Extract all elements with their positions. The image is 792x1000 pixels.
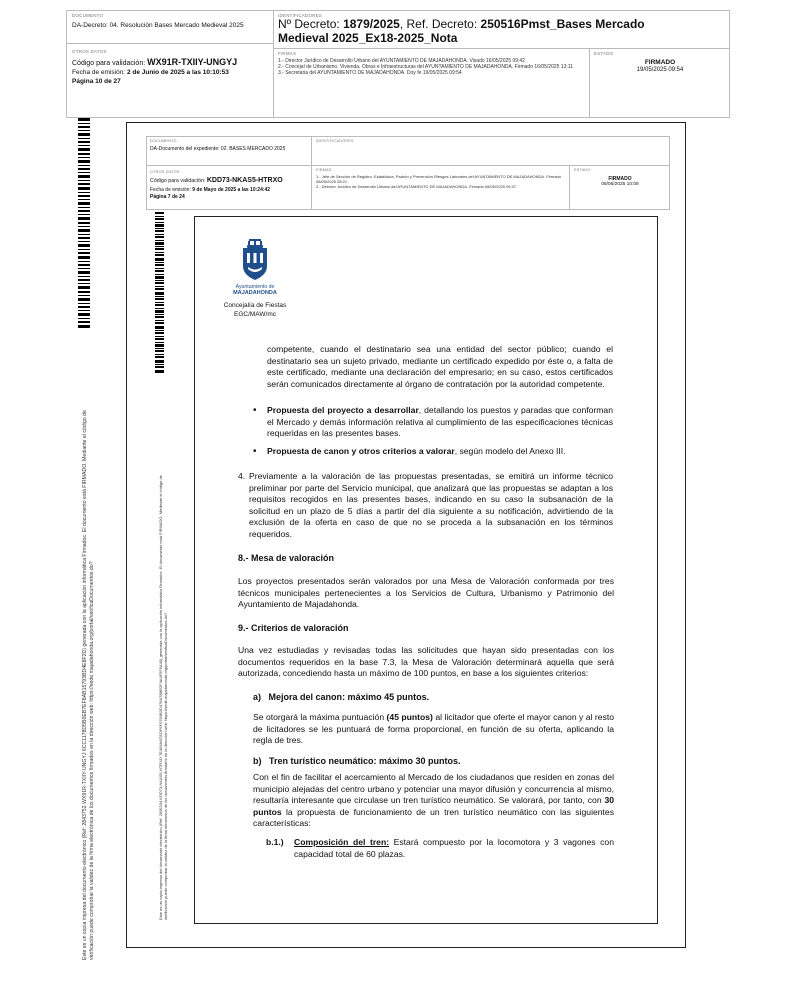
bullet1-bold: Propuesta del proyecto a desarrollar xyxy=(267,405,419,415)
ref-prefix: , Ref. Decreto: xyxy=(399,17,478,31)
outer-documento-cell xyxy=(66,10,274,44)
criterion-a-title: Mejora del canon xyxy=(268,692,343,702)
inner-otros-cell xyxy=(146,166,312,210)
item-4-number: 4. xyxy=(238,471,246,481)
decreto-number: 1879/2025 xyxy=(343,17,400,31)
intro-paragraph: competente, cuando el destinatario sea una entidad del sector público; cuando el destinatario sea un sujeto privado, mediante un certificado expedido por éste o, a falta de este certificado, mediante una declaración del empresario; en su caso, estos certificados serán comunicados directamente al órgano de contratación por la autoridad competente. xyxy=(267,344,613,389)
outer-validation xyxy=(72,57,237,67)
inner-estado-date: 08/05/2025 10:08 xyxy=(601,182,639,187)
outer-firma-3: 3.- Secretaria del AYUNTAMIENTO DE MAJADAHONDA. Doy fe 19/05/2025 09:54 xyxy=(278,70,462,77)
emission-date: 2 de Junio de 2025 a las 10:10:53 xyxy=(126,69,229,76)
inner-documento-value: DA-Documento del expediente: 02. BASES MERCADO 2025 xyxy=(150,146,286,152)
section-8-text: Los proyectos presentados serán valorados por una Mesa de Valoración conformada por tres técnicos municipales pertenecientes a los Servicios de Cultura, Urbanismo y Patrimonio del Ayuntamiento de Majadahonda. xyxy=(238,576,614,610)
criterion-a-text xyxy=(253,712,614,747)
emission-prefix: Fecha de emisión: xyxy=(72,69,126,76)
section-9-title: 9.- Criterios de valoración xyxy=(238,623,349,633)
decreto-prefix: Nº Decreto: xyxy=(278,17,340,31)
outer-estado-value: FIRMADO xyxy=(644,59,676,66)
outer-identificadores-label: IDENTIFICADORES xyxy=(278,13,323,18)
coat-of-arms-icon xyxy=(240,238,270,282)
inner-documento-label: DOCUMENTO xyxy=(150,139,177,143)
criterion-b-text-pre: Con el fin de facilitar el acercamiento al Mercado de los ciudadanos que residen en zonas del municipio alejadas del centro urbano y potenciar una mayor difusión y concurrencia al mismo, resultaría interesante que circulase un tren turístico neumático. Se valorará, por tanto, con xyxy=(253,772,614,806)
criterion-b-label: b) xyxy=(253,756,262,766)
item-4-text: Previamente a la valoración de las propuestas presentadas, se emitirá un informe técnico preliminar por parte del Servicio municipal, que analizará que las propuestas se adaptan a los requisitos recogidos en las presentes bases, indicando en su caso la subsanación de la solicitud en un plazo de 5 días a partir del día siguiente a su notificación, advirtiendo de la exclusión de la oferta en caso de que no se proceda a la subsanación en los términos requeridos. xyxy=(249,471,613,539)
list-item xyxy=(253,446,613,458)
criterion-b-text-bold: 30 puntos xyxy=(253,795,614,817)
criterion-b1-label xyxy=(266,837,284,849)
criterion-a-points: : máximo 45 puntos. xyxy=(342,692,430,702)
inner-estado-label: ESTADO xyxy=(574,168,591,172)
inner-firmas-list xyxy=(316,174,564,189)
criterion-b1-number: b.1.) xyxy=(266,837,284,847)
outer-firmas-label: FIRMAS xyxy=(278,51,297,56)
inner-verification-line1: Este es un copia impresa del documento electrónico (Ref: 2836204 KDD73-NKAS5-HTRXO 7E464A6CEDF6F0760B3D476A7B8B2F4A4F5F5A40) generada con la aplicación informática Firmadoc. El documento está FIRMADO. Mediante el código de xyxy=(158,475,163,920)
criterion-a-text-bold: (45 puntos) xyxy=(386,712,433,722)
outer-verification-line1: Este es un copia impresa del documento electrónico (Ref: 2843752 WX91R-TXIIY-UNGYJ 6CC1178D5B0EB7EF8AB15793BD4E8F2D) generada con la aplicación informática Firmadoc. El documento está FIRMADO. Mediante el código de xyxy=(82,410,88,960)
bullet2-rest: , según modelo del Anexo III. xyxy=(454,445,566,456)
criterion-b-text-post: la propuesta de funcionamiento de un tren turístico neumático con las siguientes características: xyxy=(253,806,614,829)
outer-verification-text xyxy=(82,320,96,960)
list-item xyxy=(253,405,613,440)
outer-documento-label: DOCUMENTO xyxy=(72,13,104,18)
inner-emission-prefix: Fecha de emisión: xyxy=(150,187,191,193)
outer-otros-label: OTROS DATOS xyxy=(72,49,107,54)
outer-identificadores-cell xyxy=(274,10,730,48)
criterion-b1-title: Composición del tren: xyxy=(294,837,390,847)
logo-line2: MAJADAHONDA xyxy=(233,290,277,296)
outer-decreto xyxy=(278,17,698,45)
inner-validation xyxy=(150,177,283,184)
inner-estado-cell xyxy=(570,166,670,210)
inner-validation-code: KDD73-NKAS5-HTRXO xyxy=(206,177,283,184)
criterion-a-heading xyxy=(253,692,429,704)
inner-emission xyxy=(150,187,270,193)
inner-firma-1: 1.- Jefe de Sección de Registro, Estadística, Padrón y Prevención Riesgos Laborales del AYUNTAMIENTO DE MAJADAHONDA. Firmado 08/05/2025 08:21 xyxy=(316,174,561,184)
outer-page-number: Página 10 de 27 xyxy=(72,78,121,85)
inner-estado-value: FIRMADO xyxy=(608,176,632,182)
criterion-b1-body: Estará compuesto por la locomotora y 3 vagones con capacidad total de 60 plazas. xyxy=(294,837,614,859)
outer-otros-cell xyxy=(66,44,274,118)
section-9-text: Una vez estudiadas y revisadas todas las solicitudes que hayan sido presentadas con los documentos requeridos en la base 7.3, la Mesa de Valoración determinará aquella que será autorizada, concediendo hasta un máximo de 100 puntos, en base a los siguientes criterios: xyxy=(238,645,614,679)
criterion-b-title: Tren turístico neumático: máximo 30 puntos. xyxy=(269,756,461,766)
outer-estado-cell xyxy=(590,48,730,118)
department-name: Concejalía de Fiestas xyxy=(223,302,287,309)
criterion-a-label: a) xyxy=(253,692,262,702)
criterion-b1-text xyxy=(294,837,614,860)
department-code: EGC/MAW/mc xyxy=(233,311,276,318)
criterion-b-heading xyxy=(253,756,461,768)
section-8-title: 8.- Mesa de valoración xyxy=(238,553,335,563)
inner-firmas-cell xyxy=(312,166,570,210)
inner-verification-line2: verificación puede comprobar la validez de la firma electrónica de los documentos firmados en la dirección web: https://sede.majadahonda.org/portal/verificaDocumentos.do? xyxy=(163,612,169,920)
municipality-logo xyxy=(222,238,288,296)
inner-documento-cell xyxy=(146,136,312,166)
inner-firma-2: 2.- Director Jurídico de Desarrollo Urbano del AYUNTAMIENTO DE MAJADAHONDA. Firmado 08/05/2025 09:37 xyxy=(316,184,517,189)
inner-firmas-label: FIRMAS xyxy=(316,168,332,172)
outer-firma-1: 1.- Director Jurídico de Desarrollo Urbano del AYUNTAMIENTO DE MAJADAHONDA. Visado 16/05/2025 09:42 xyxy=(278,58,525,64)
outer-verification-line2: verificación puede comprobar la validez de la firma electrónica de los documentos firmados en la dirección web: https://sede.majadahonda.org/portal/verificaDocumentos.do? xyxy=(89,561,95,960)
inner-barcode xyxy=(155,212,164,374)
outer-firma-2: 2.- Concejal de Urbanismo, Vivienda, Obras e Infraestructuras del AYUNTAMIENTO DE MAJADAHONDA. Firmado 16/05/2025 13:11 xyxy=(278,64,573,71)
validation-prefix: Código para validación: xyxy=(72,60,146,67)
outer-estado-label: ESTADO xyxy=(594,51,614,56)
validation-code: WX91R-TXIIY-UNGYJ xyxy=(147,57,238,67)
outer-firmas-cell xyxy=(274,48,590,118)
inner-emission-date: 9 de Mayo de 2025 a las 10:24:42 xyxy=(192,187,271,193)
ref-value: 250516Pmst_Bases Mercado Medieval 2025_Ex18-2025_Nota xyxy=(278,17,645,45)
outer-firmas-list xyxy=(278,58,584,77)
outer-estado-date: 19/05/2025 09:54 xyxy=(636,67,684,73)
bullet1-rest: , detallando los puestos y paradas que conforman el Mercado y demás información relativa al cumplimiento de las especificaciones técnicas requeridas en las presentes bases. xyxy=(267,405,613,439)
inner-identificadores-label: IDENTIFICADORES xyxy=(316,139,354,143)
criterion-b-text xyxy=(253,772,614,830)
logo-line1: Ayuntamiento de xyxy=(235,284,275,290)
inner-validation-prefix: Código para validación: xyxy=(150,178,206,184)
criterion-a-text-pre: Se otorgará la máxima puntuación xyxy=(253,712,387,722)
inner-verification-text xyxy=(158,375,169,920)
inner-page-number: Página 7 de 24 xyxy=(150,194,185,200)
outer-emission xyxy=(72,69,229,76)
bullet2-bold: Propuesta de canon y otros criterios a valorar xyxy=(267,445,455,456)
criterion-a-text-post: al licitador que oferte el mayor canon y al resto de licitadores se les puntuará de forma proporcional, en función de su oferta, aplicando la regla de tres. xyxy=(253,712,615,746)
outer-documento-value: DA-Decreto: 04. Resolución Bases Mercado Medieval 2025 xyxy=(72,22,244,29)
outer-barcode xyxy=(78,118,90,330)
inner-otros-label: OTROS DATOS xyxy=(150,170,180,174)
inner-identificadores-cell xyxy=(312,136,670,166)
bullet-list xyxy=(253,405,613,463)
